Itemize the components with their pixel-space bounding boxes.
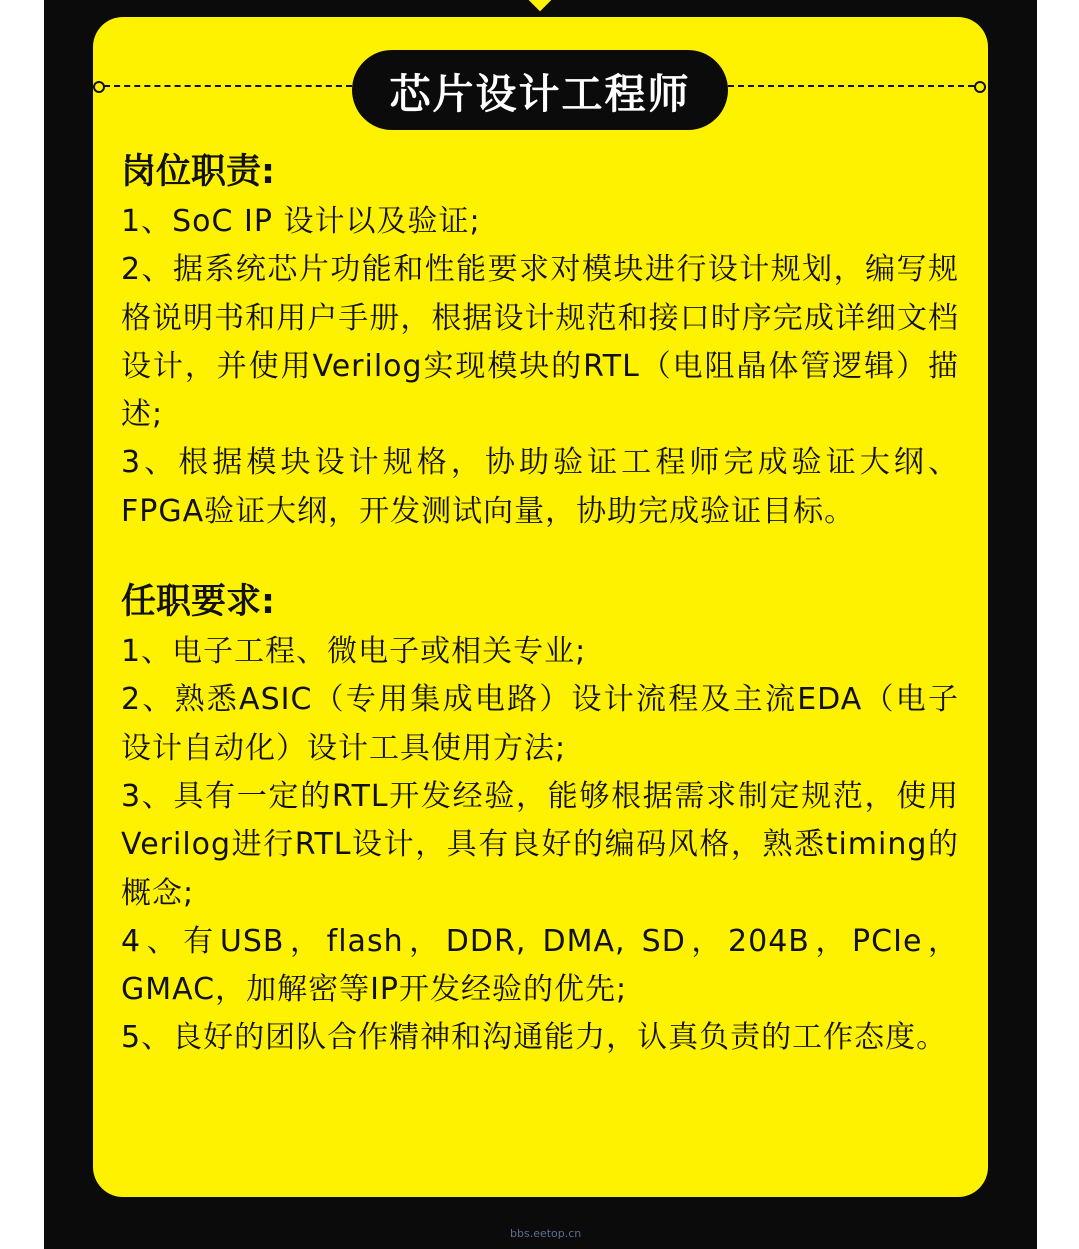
requirements-heading: 任职要求: <box>121 582 275 623</box>
requirement-item: 4、有USB，flash，DDR, DMA, SD，204B，PCIe，GMAC，加解密等IP开发经验的优先; <box>121 923 959 1008</box>
title-divider-right <box>728 85 974 87</box>
divider-dot-right <box>974 81 986 93</box>
job-title: 芯片设计工程师 <box>352 50 728 130</box>
requirement-item: 1、电子工程、微电子或相关专业; <box>121 634 587 670</box>
responsibility-item: 1、SoC IP 设计以及验证; <box>121 204 481 239</box>
requirement-item: 2、熟悉ASIC（专用集成电路）设计流程及主流EDA（电子设计自动化）设计工具使用方法; <box>121 682 959 766</box>
watermark: bbs.eetop.cn <box>510 1227 582 1240</box>
job-description <box>121 146 959 1063</box>
responsibility-item: 3、根据模块设计规格，协助验证工程师完成验证大纲、FPGA验证大纲，开发测试向量，协助完成验证目标。 <box>121 445 959 529</box>
responsibilities-heading: 岗位职责: <box>121 152 275 192</box>
section-spacer <box>121 536 959 576</box>
title-divider-left <box>104 85 352 87</box>
responsibility-item: 2、据系统芯片功能和性能要求对模块进行设计规划，编写规格说明书和用户手册，根据设计规范和接口时序完成详细文档设计，并使用Verilog实现模块的RTL（电阻晶体管逻辑）描述; <box>121 252 959 433</box>
divider-dot-left <box>93 81 105 93</box>
requirement-item: 5、良好的团队合作精神和沟通能力，认真负责的工作态度。 <box>121 1020 948 1056</box>
requirement-item: 3、具有一定的RTL开发经验，能够根据需求制定规范，使用Verilog进行RTL设计，具有良好的编码风格，熟悉timing的概念; <box>121 778 959 911</box>
